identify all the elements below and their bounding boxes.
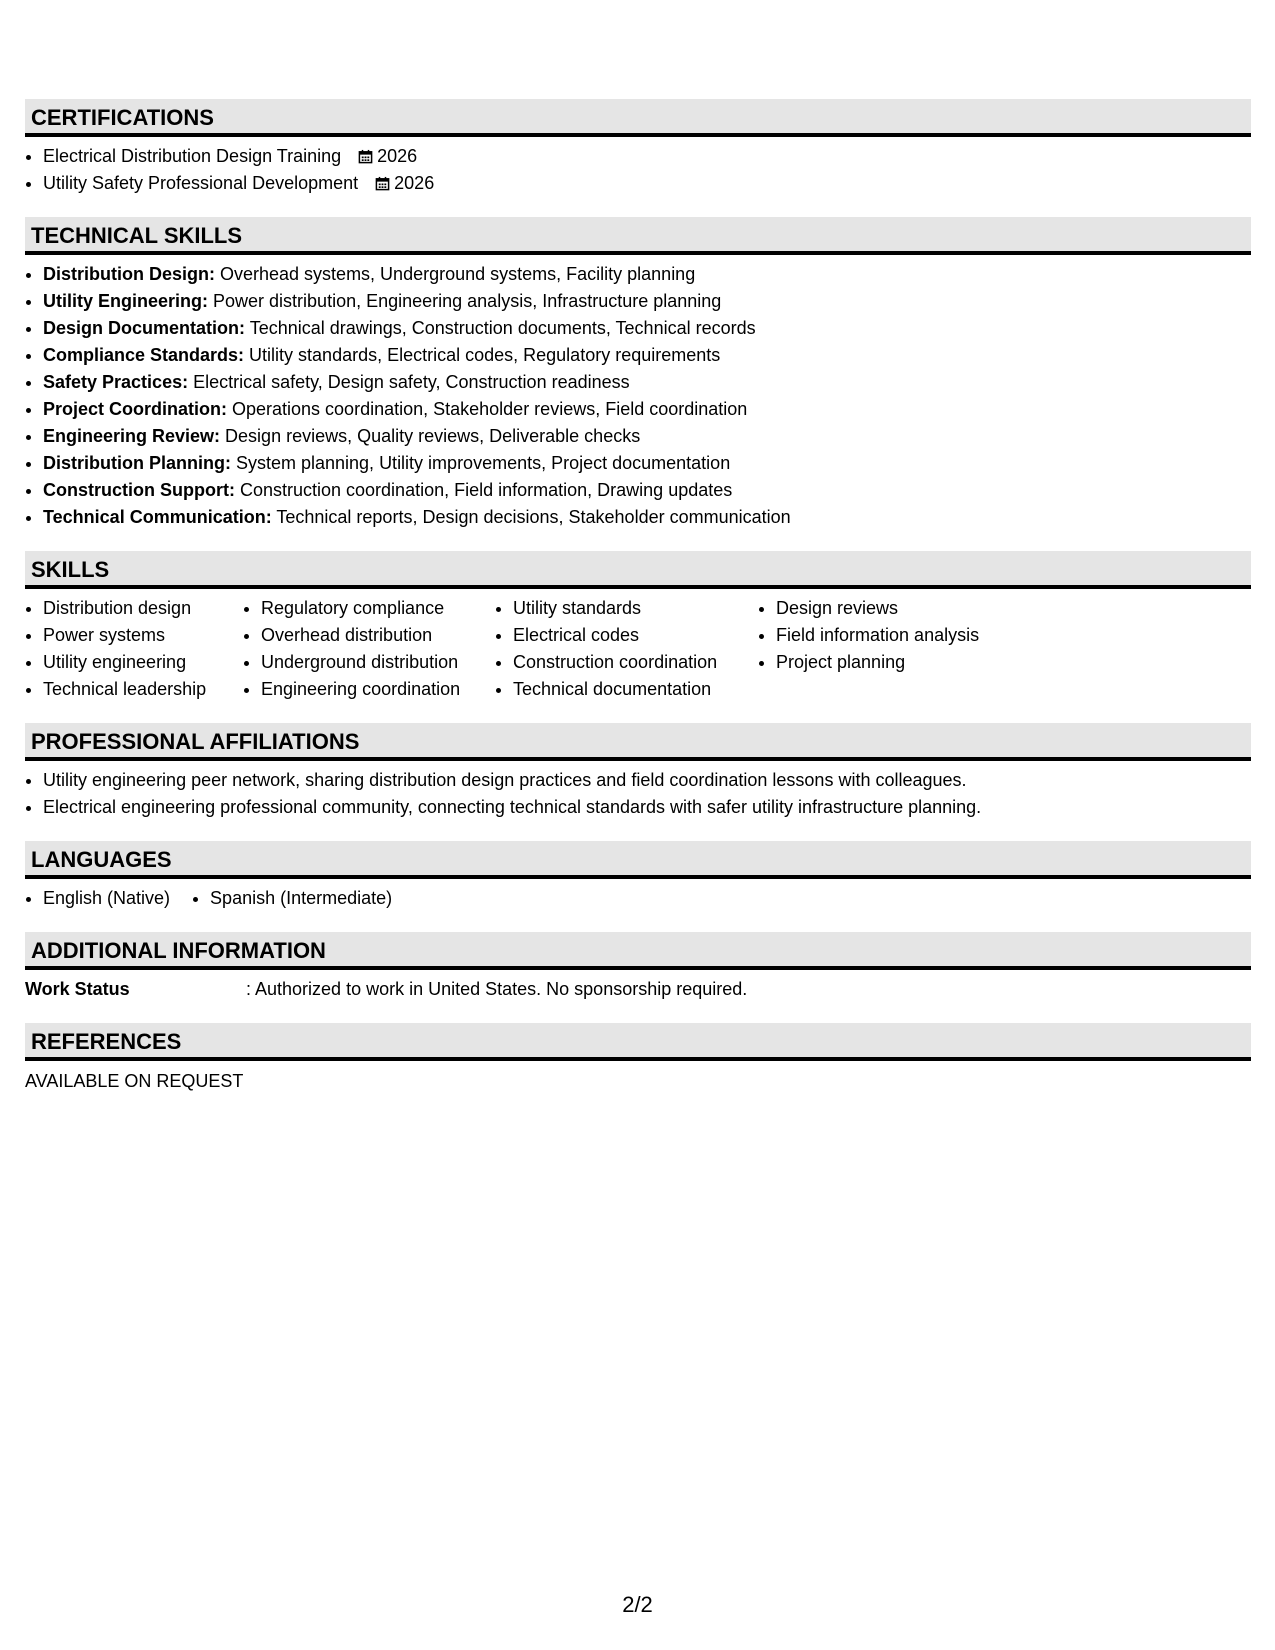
certification-year: 2026 — [394, 173, 435, 193]
skills-columns — [25, 595, 1251, 703]
certification-item — [43, 170, 1251, 197]
skill-category-label: Project Coordination: — [43, 399, 227, 419]
skills-column — [495, 595, 758, 703]
work-status-row — [25, 976, 1251, 1003]
technical-skill-item — [43, 477, 1251, 504]
skill-category-text: Power distribution, Engineering analysis, Infrastructure planning — [208, 291, 722, 311]
skill-category-text: Technical drawings, Construction documents, Technical records — [245, 318, 756, 338]
technical-skill-item — [43, 342, 1251, 369]
technical-skill-item — [43, 423, 1251, 450]
skill-category-label: Safety Practices: — [43, 372, 189, 392]
skill-item: • Regulatory compliance — [261, 595, 495, 622]
skill-category-text: Technical reports, Design decisions, Stakeholder communication — [271, 507, 791, 527]
references-section — [25, 1023, 1251, 1095]
skills-column — [25, 595, 243, 703]
certifications-list — [25, 143, 1251, 197]
skills-header — [25, 551, 1251, 589]
skill-item: • Utility engineering — [43, 649, 243, 676]
additional-info-section — [25, 932, 1251, 1003]
languages-section — [25, 841, 1251, 912]
skill-item: • Engineering coordination — [261, 676, 495, 703]
calendar-icon — [375, 176, 390, 191]
technical-skill-item — [43, 396, 1251, 423]
certification-name: Electrical Distribution Design Training — [43, 146, 342, 166]
skill-category-text: Utility standards, Electrical codes, Regulatory requirements — [244, 345, 721, 365]
resume-page — [25, 99, 1251, 1115]
languages-header — [25, 841, 1251, 879]
affiliations-section — [25, 723, 1251, 821]
certification-item — [43, 143, 1251, 170]
language-column — [25, 885, 170, 912]
skill-category-text: Electrical safety, Design safety, Construction readiness — [188, 372, 630, 392]
language-item: • English (Native) — [43, 885, 170, 912]
skill-item: • Technical leadership — [43, 676, 243, 703]
technical-skills-header — [25, 217, 1251, 255]
skill-category-label: Utility Engineering: — [43, 291, 209, 311]
skill-item: • Construction coordination — [513, 649, 758, 676]
skill-item: • Technical documentation — [513, 676, 758, 703]
certifications-section — [25, 99, 1251, 197]
skill-item: • Project planning — [776, 649, 1036, 676]
skill-category-text: Operations coordination, Stakeholder reviews, Field coordination — [227, 399, 748, 419]
section-title: LANGUAGES — [31, 847, 172, 872]
section-title: REFERENCES — [31, 1029, 182, 1054]
skill-item: • Underground distribution — [261, 649, 495, 676]
references-text: AVAILABLE ON REQUEST — [25, 1071, 244, 1091]
section-title: CERTIFICATIONS — [31, 105, 214, 130]
skill-category-label: Distribution Design: — [43, 264, 215, 284]
skill-category-text: Overhead systems, Underground systems, Facility planning — [215, 264, 696, 284]
technical-skill-item — [43, 261, 1251, 288]
additional-info-header — [25, 932, 1251, 970]
skill-item: • Distribution design — [43, 595, 243, 622]
language-item: • Spanish (Intermediate) — [210, 885, 392, 912]
skill-category-text: Design reviews, Quality reviews, Deliverable checks — [220, 426, 641, 446]
technical-skill-item — [43, 315, 1251, 342]
skill-item: • Field information analysis — [776, 622, 1036, 649]
page-number: 2/2 — [622, 1592, 653, 1617]
skill-category-label: Distribution Planning: — [43, 453, 231, 473]
section-title: TECHNICAL SKILLS — [31, 223, 243, 248]
technical-skill-item — [43, 369, 1251, 396]
references-header — [25, 1023, 1251, 1061]
skill-item: • Utility standards — [513, 595, 758, 622]
affiliations-list — [25, 767, 1251, 821]
languages-list — [25, 885, 1251, 912]
section-title: SKILLS — [31, 557, 110, 582]
skills-column — [758, 595, 1036, 703]
skill-item: • Design reviews — [776, 595, 1036, 622]
certifications-header — [25, 99, 1251, 137]
work-status-label: Work Status — [25, 979, 130, 999]
work-status-value: : Authorized to work in United States. No sponsorship required. — [246, 979, 748, 999]
technical-skill-item — [43, 288, 1251, 315]
skill-item: • Power systems — [43, 622, 243, 649]
skill-category-label: Construction Support: — [43, 480, 235, 500]
skill-category-text: System planning, Utility improvements, Project documentation — [230, 453, 731, 473]
certification-year: 2026 — [377, 146, 418, 166]
certification-name: Utility Safety Professional Development — [43, 173, 359, 193]
skill-category-label: Compliance Standards: — [43, 345, 245, 365]
skill-item: • Electrical codes — [513, 622, 758, 649]
affiliation-item: • Electrical engineering professional community, connecting technical standards with safer utility infrastructure planning. — [43, 794, 1251, 821]
skill-item: • Overhead distribution — [261, 622, 495, 649]
skill-category-label: Engineering Review: — [43, 426, 221, 446]
calendar-icon — [358, 149, 373, 164]
technical-skills-list — [25, 261, 1251, 531]
skill-category-label: Technical Communication: — [43, 507, 272, 527]
skill-category-text: Construction coordination, Field information, Drawing updates — [234, 480, 733, 500]
technical-skill-item — [43, 504, 1251, 531]
skills-section — [25, 551, 1251, 703]
technical-skill-item — [43, 450, 1251, 477]
section-title: PROFESSIONAL AFFILIATIONS — [31, 729, 360, 754]
technical-skills-section — [25, 217, 1251, 531]
skill-category-label: Design Documentation: — [43, 318, 246, 338]
skills-column — [243, 595, 495, 703]
affiliations-header — [25, 723, 1251, 761]
section-title: ADDITIONAL INFORMATION — [31, 938, 326, 963]
affiliation-item: • Utility engineering peer network, sharing distribution design practices and field coordination lessons with colleagues. — [43, 767, 1251, 794]
language-column — [192, 885, 392, 912]
